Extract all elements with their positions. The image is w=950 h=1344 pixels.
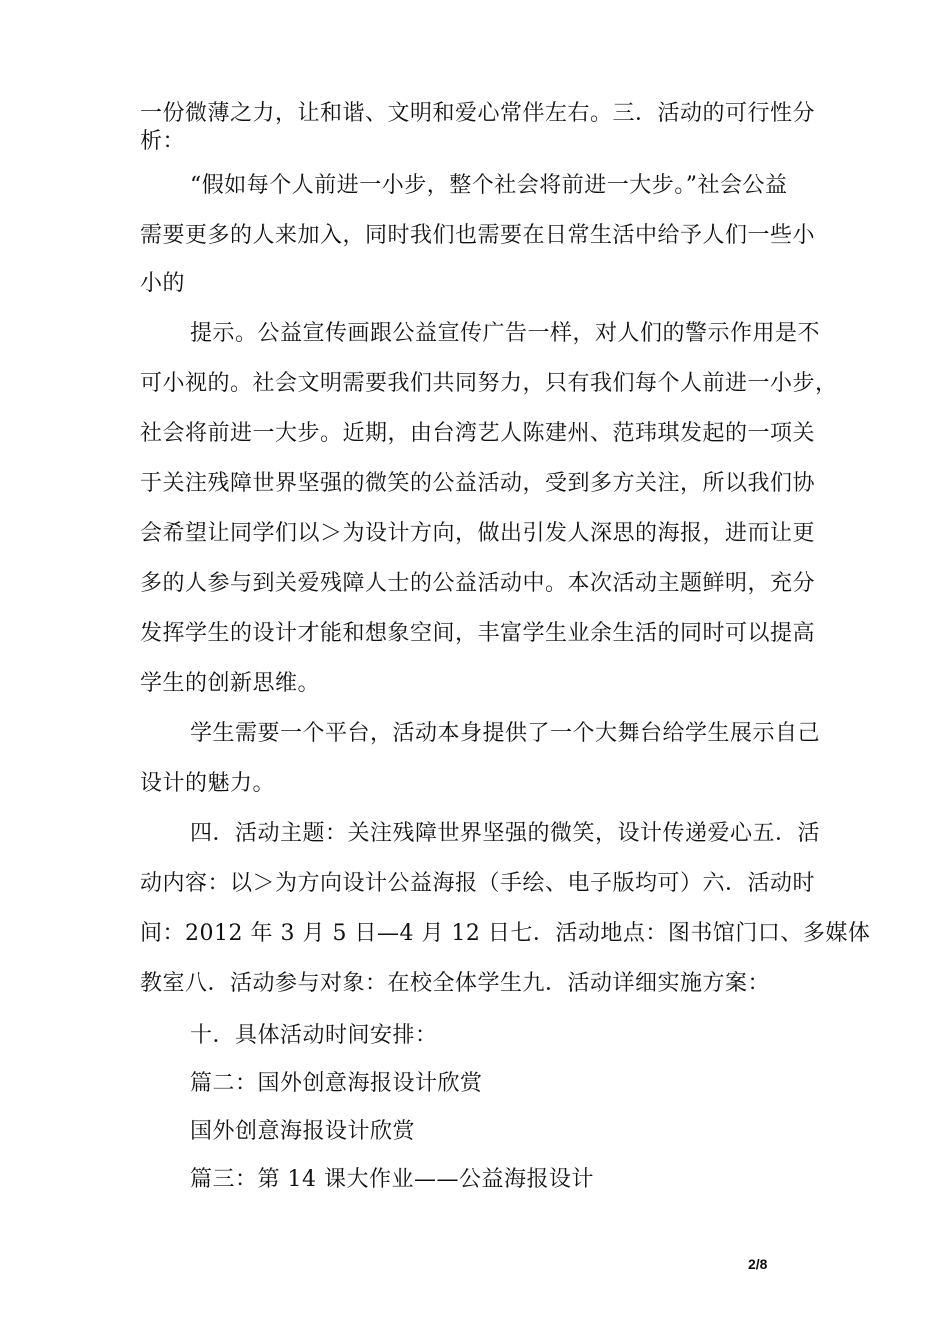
text-line: 学生需要一个平台，活动本身提供了一个大舞台给学生展示自己 bbox=[190, 721, 821, 746]
text-line: 需要更多的人来加入，同时我们也需要在日常生活中给予人们一些小 bbox=[140, 223, 816, 248]
text-line: “假如每个人前进一小步，整个社会将前进一大步。”社会公益 bbox=[190, 173, 788, 198]
section-heading: 篇三：第 14 课大作业——公益海报设计 bbox=[190, 1167, 594, 1192]
text-line: 教室八．活动参与对象：在校全体学生九．活动详细实施方案： bbox=[140, 971, 771, 996]
text-line: 一份微薄之力，让和谐、文明和爱心常伴左右。三．活动的可行性分 bbox=[140, 101, 816, 126]
text-line: 多的人参与到关爱残障人士的公益活动中。本次活动主题鲜明，充分 bbox=[140, 571, 816, 596]
text-line: 四．活动主题：关注残障世界坚强的微笑，设计传递爱心五．活 bbox=[190, 821, 821, 846]
text-line: 会希望让同学们以＞为设计方向，做出引发人深思的海报，进而让更 bbox=[140, 521, 816, 546]
text-line: 可小视的。社会文明需要我们共同努力，只有我们每个人前进一小步， bbox=[140, 371, 838, 396]
text-line: 间：2012 年 3 月 5 日—4 月 12 日七．活动地点：图书馆门口、多媒体 bbox=[140, 921, 871, 946]
text-line: 社会将前进一大步。近期，由台湾艺人陈建州、范玮琪发起的一项关 bbox=[140, 421, 816, 446]
section-heading: 十．具体活动时间安排： bbox=[190, 1023, 438, 1048]
text-line: 于关注残障世界坚强的微笑的公益活动，受到多方关注，所以我们协 bbox=[140, 471, 816, 496]
text-line: 提示。公益宣传画跟公益宣传广告一样，对人们的警示作用是不 bbox=[190, 321, 821, 346]
text-line: 学生的创新思维。 bbox=[140, 671, 321, 696]
section-heading: 国外创意海报设计欣赏 bbox=[190, 1119, 416, 1144]
text-line: 设计的魅力。 bbox=[140, 771, 276, 796]
text-line: 小的 bbox=[140, 271, 186, 296]
text-line: 发挥学生的设计才能和想象空间，丰富学生业余生活的同时可以提高 bbox=[140, 621, 816, 646]
section-heading: 篇二：国外创意海报设计欣赏 bbox=[190, 1071, 483, 1096]
page-number: 2/8 bbox=[748, 1256, 768, 1272]
text-line: 析： bbox=[140, 129, 186, 154]
text-line: 动内容：以＞为方向设计公益海报（手绘、电子版均可）六．活动时 bbox=[140, 871, 816, 896]
